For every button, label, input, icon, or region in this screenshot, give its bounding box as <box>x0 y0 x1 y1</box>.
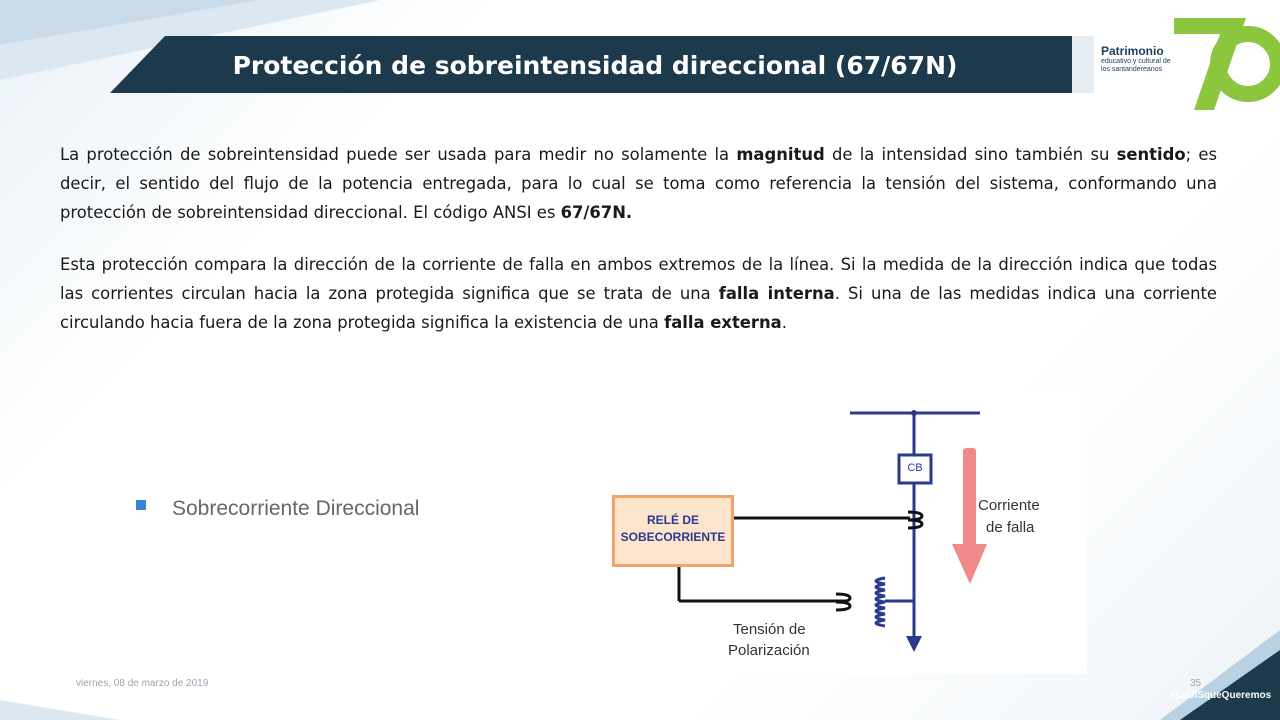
logo-subtitle-text: educativo y cultural de los santandereanos <box>1101 58 1171 73</box>
paragraph-1: La protección de sobreintensidad puede ser usada para medir no solamente la magnitud de la intensidad sino también su sentido; es decir, el sentido del flujo de la potencia entregada, para lo cual se toma como referencia la tensión del sistema, conformando una protección de sobreintensidad direccional. El código ANSI es 67/67N. <box>60 145 1217 222</box>
fault-current-label-line2: de falla <box>986 519 1035 536</box>
figure-bullet-label: Sobrecorriente Direccional <box>172 497 420 520</box>
slide-body <box>60 140 1217 360</box>
background-decoration-bottom <box>0 600 1280 720</box>
footer-hashtag: #LaUISqueQueremos <box>1170 690 1272 701</box>
page-number: 35 <box>1190 678 1202 689</box>
polarization-label-line1: Tensión de <box>733 621 806 638</box>
circuit-breaker-label: CB <box>907 462 923 474</box>
polarization-label-line2: Polarización <box>728 642 810 659</box>
slide-title: Protección de sobreintensidad direccional (67/67N) <box>232 51 958 80</box>
logo-patrimonio-text: Patrimonio <box>1101 44 1164 58</box>
fault-current-label-line1: Corriente <box>978 497 1040 514</box>
footer-date: viernes, 08 de marzo de 2019 <box>76 678 209 689</box>
bullet-icon <box>136 500 146 510</box>
paragraph-2: Esta protección compara la dirección de la corriente de falla en ambos extremos de la línea. Si la medida de la dirección indica que todas las corrientes circulan hacia la zona protegida significa que se trata de una falla interna. Si una de las medidas indica una corriente circulando hacia fuera de la zona protegida significa la existencia de una falla externa. <box>60 255 1218 332</box>
relay-label-line1: RELÉ DE <box>646 513 699 527</box>
svg-text:UIS: UIS <box>1238 57 1262 73</box>
relay-label-line2: SOBECORRIENTE <box>620 530 726 544</box>
